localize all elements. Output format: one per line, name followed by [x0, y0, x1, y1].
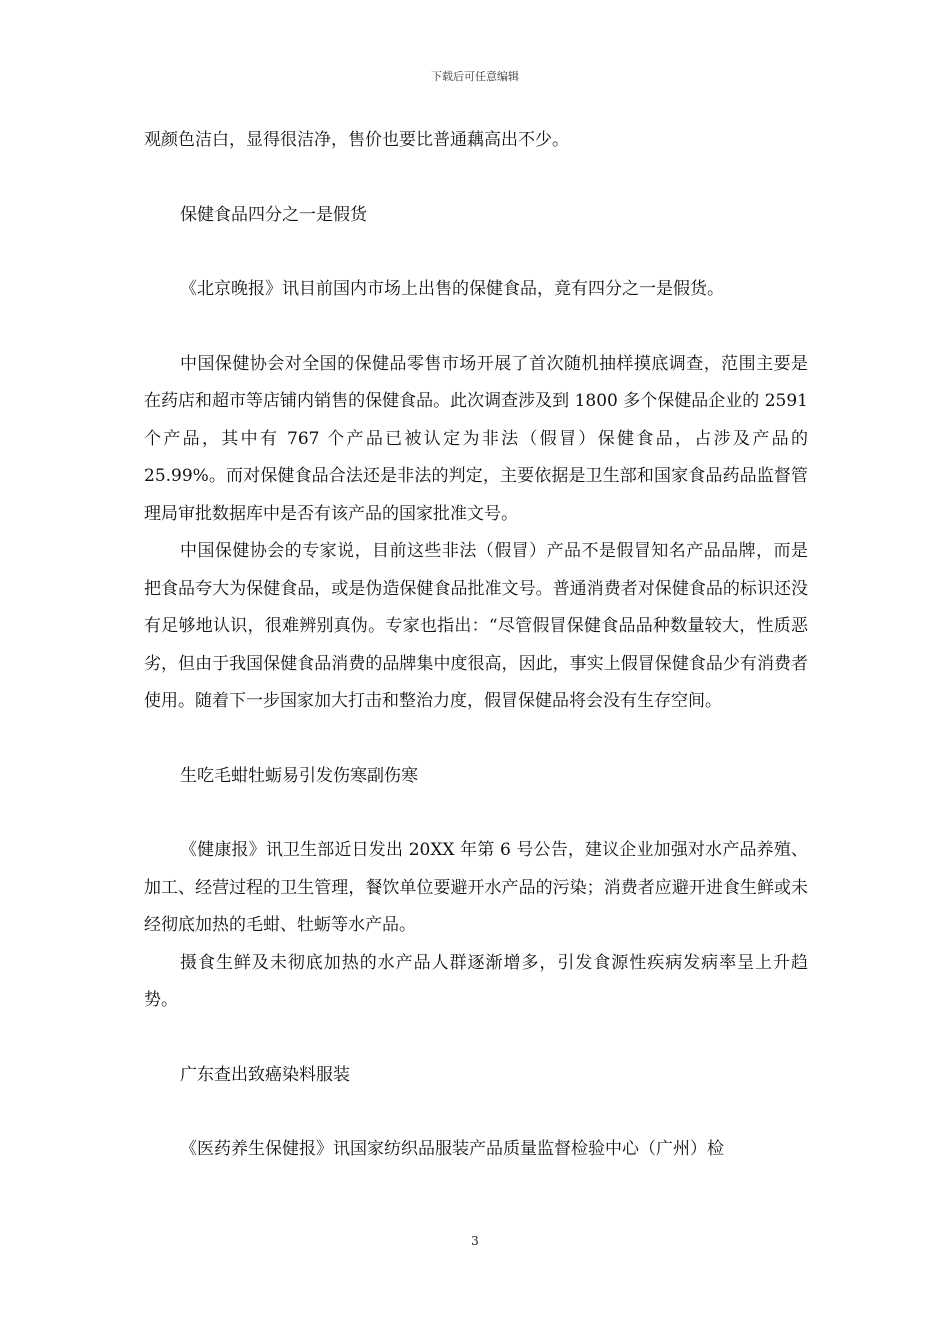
document-body	[144, 122, 808, 1169]
section-heading-health-food-fakes: 保健食品四分之一是假货	[180, 204, 367, 225]
section-heading-carcinogenic-dye: 广东查出致癌染料服装	[180, 1064, 350, 1085]
paragraph-expert-comment: 中国保健协会的专家说，目前这些非法（假冒）产品不是假冒知名产品品牌，而是把食品夸大为保健食品，或是伪造保健食品批准文号。普通消费者对保健食品的标识还没有足够地认识，很难辨别真伪。专家也指出：“尽管假冒保健食品品种数量较大，性质恶劣，但由于我国保健食品消费的品牌集中度很高，因此，事实上假冒保健食品少有消费者使用。随着下一步国家加大打击和整治力度，假冒保健品将会没有生存空间。	[144, 541, 808, 711]
paragraph-health-news: 《健康报》讯卫生部近日发出 20XX 年第 6 号公告，建议企业加强对水产品养殖、加工、经营过程的卫生管理，餐饮单位要避开水产品的污染；消费者应避开进食生鲜或未经彻底加热的毛蚶、牡蛎等水产品。	[144, 840, 808, 935]
paragraph-beijing-evening-news: 《北京晚报》讯目前国内市场上出售的保健食品，竟有四分之一是假货。	[180, 279, 724, 299]
paragraph-continued: 观颜色洁白，显得很洁净，售价也要比普通藕高出不少。	[144, 130, 569, 150]
paragraph-disease-trend: 摄食生鲜及未彻底加热的水产品人群逐渐增多，引发食源性疾病发病率呈上升趋势。	[144, 952, 808, 1010]
page-header: 下载后可任意编辑	[431, 70, 519, 83]
page-number: 3	[471, 1234, 479, 1248]
paragraph-textile-inspection: 《医药养生保健报》讯国家纺织品服装产品质量监督检验中心（广州）检	[180, 1139, 724, 1159]
section-heading-raw-shellfish: 生吃毛蚶牡蛎易引发伤寒副伤寒	[180, 765, 418, 786]
paragraph-survey: 中国保健协会对全国的保健品零售市场开展了首次随机抽样摸底调查，范围主要是在药店和超市等店铺内销售的保健食品。此次调查涉及到 1800 多个保健品企业的 2591 个产品，其中有 767 个产品已被认定为非法（假冒）保健食品，占涉及产品的 25.99%。而对保健食品合法还是非法的判定，主要依据是卫生部和国家食品药品监督管理局审批数据库中是否有该产品的国家批准文号。	[144, 353, 808, 524]
